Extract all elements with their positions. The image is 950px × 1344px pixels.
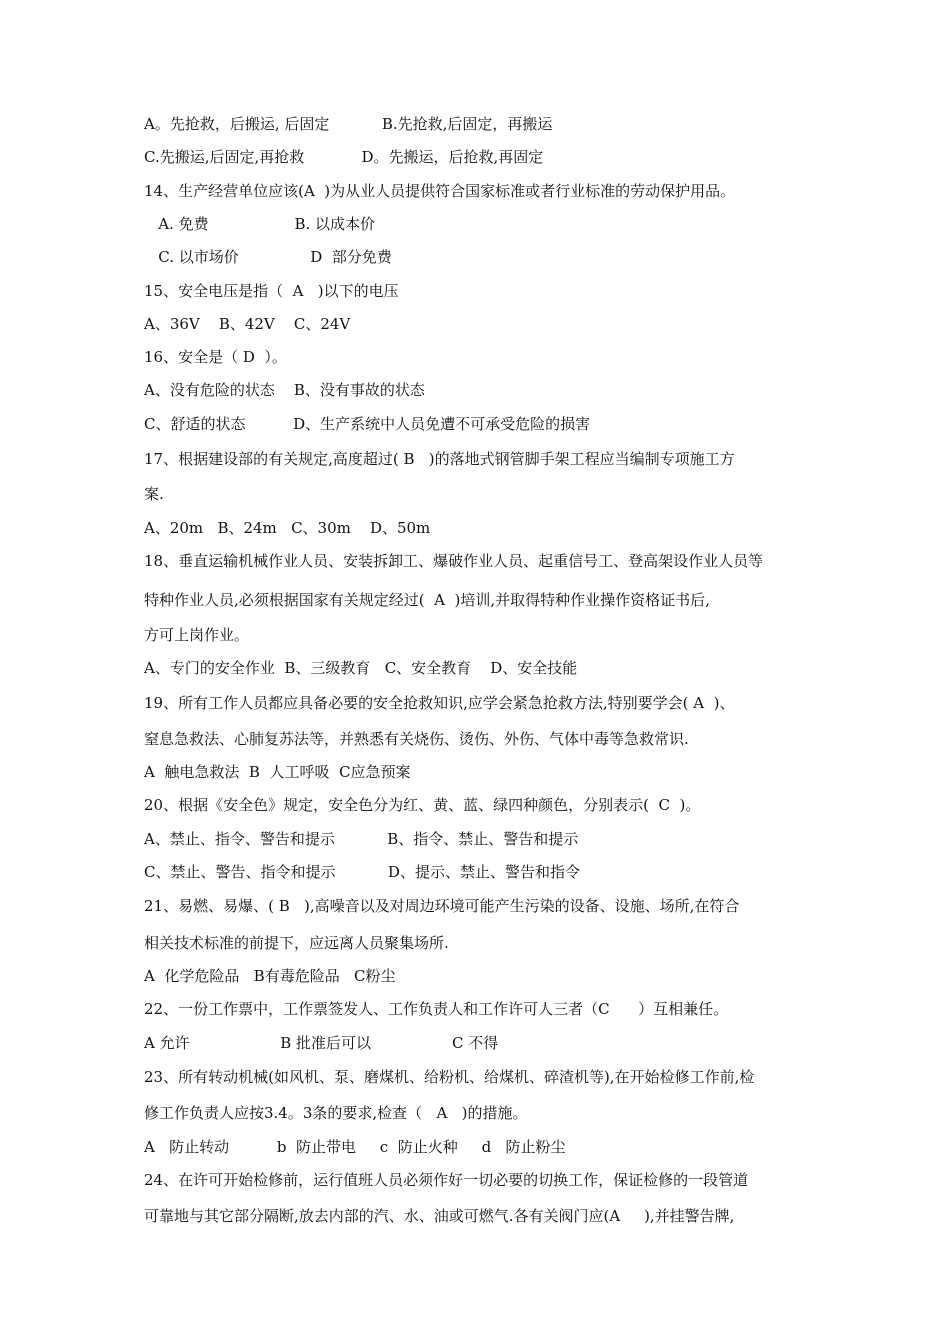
text-line: A、没有危险的状态 B、没有事故的状态 bbox=[144, 381, 425, 399]
text-line: 15、安全电压是指（ A )以下的电压 bbox=[144, 282, 399, 300]
text-line: A、禁止、指令、警告和提示 B、指令、禁止、警告和提示 bbox=[144, 830, 579, 848]
text-line: A、36V B、42V C、24V bbox=[144, 315, 351, 333]
text-line: 24、在许可开始检修前，运行值班人员必须作好一切必要的切换工作，保证检修的一段管道 bbox=[144, 1171, 749, 1189]
text-line: 14、生产经营单位应该(A )为从业人员提供符合国家标准或者行业标准的劳动保护用品。 bbox=[144, 182, 736, 200]
text-line: 窒息急救法、心肺复苏法等，并熟悉有关烧伤、烫伤、外伤、气体中毒等急救常识. bbox=[144, 730, 689, 748]
text-line: A 防止转动 b 防止带电 c 防止火种 d 防止粉尘 bbox=[144, 1138, 566, 1156]
text-line: A 化学危险品 B有毒危险品 C粉尘 bbox=[144, 967, 396, 985]
text-line: 19、所有工作人员都应具备必要的安全抢救知识,应学会紧急抢救方法,特别要学会( A )、 bbox=[144, 694, 735, 712]
text-line: 相关技术标准的前提下，应远离人员聚集场所. bbox=[144, 934, 449, 952]
text-line: 案. bbox=[144, 485, 164, 503]
text-line: C、禁止、警告、指令和提示 D、提示、禁止、警告和指令 bbox=[144, 863, 580, 881]
text-line: 21、易燃、易爆、( B ),高噪音以及对周边环境可能产生污染的设备、设施、场所,在符合 bbox=[144, 897, 740, 915]
text-line: A、20m B、24m C、30m D、50m bbox=[144, 519, 431, 537]
text-line: 18、垂直运输机械作业人员、安装拆卸工、爆破作业人员、起重信号工、登高架设作业人员等 bbox=[144, 552, 764, 570]
text-line: A。先抢救，后搬运, 后固定 B.先抢救,后固定，再搬运 bbox=[144, 115, 553, 133]
text-line: 修工作负责人应按3.4。3条的要求,检查（ A )的措施。 bbox=[144, 1104, 528, 1122]
text-line: 20、根据《安全色》规定，安全色分为红、黄、蓝、绿四种颜色，分别表示( C )。 bbox=[144, 796, 701, 814]
text-line: 16、安全是（ D ）。 bbox=[144, 348, 287, 366]
text-line: C、舒适的状态 D、生产系统中人员免遭不可承受危险的损害 bbox=[144, 415, 591, 433]
text-line: 特种作业人员,必须根据国家有关规定经过( A )培训,并取得特种作业操作资格证书后, bbox=[144, 591, 710, 609]
text-line: 23、所有转动机械(如风机、泵、磨煤机、给粉机、给煤机、碎渣机等),在开始检修工作前,检 bbox=[144, 1068, 755, 1086]
text-line: 22、一份工作票中，工作票签发人、工作负责人和工作许可人三者（C ）互相兼任。 bbox=[144, 1000, 729, 1018]
text-line: 方可上岗作业。 bbox=[144, 626, 250, 644]
text-line: A 允许 B 批准后可以 C 不得 bbox=[144, 1034, 499, 1052]
text-line: C.先搬运,后固定,再抢救 D。先搬运，后抢救,再固定 bbox=[144, 148, 544, 166]
text-line: A、专门的安全作业 B、三级教育 C、安全教育 D、安全技能 bbox=[144, 659, 578, 677]
text-line: A. 免费 B. 以成本价 bbox=[144, 215, 376, 233]
text-line: 17、根据建设部的有关规定,高度超过( B )的落地式钢管脚手架工程应当编制专项施工方 bbox=[144, 450, 735, 468]
text-line: C. 以市场价 D 部分免费 bbox=[144, 248, 392, 266]
text-line: 可靠地与其它部分隔断,放去内部的汽、水、油或可燃气.各有关阀门应(A ),并挂警告牌, bbox=[144, 1207, 735, 1225]
text-line: A 触电急救法 B 人工呼吸 C应急预案 bbox=[144, 763, 411, 781]
